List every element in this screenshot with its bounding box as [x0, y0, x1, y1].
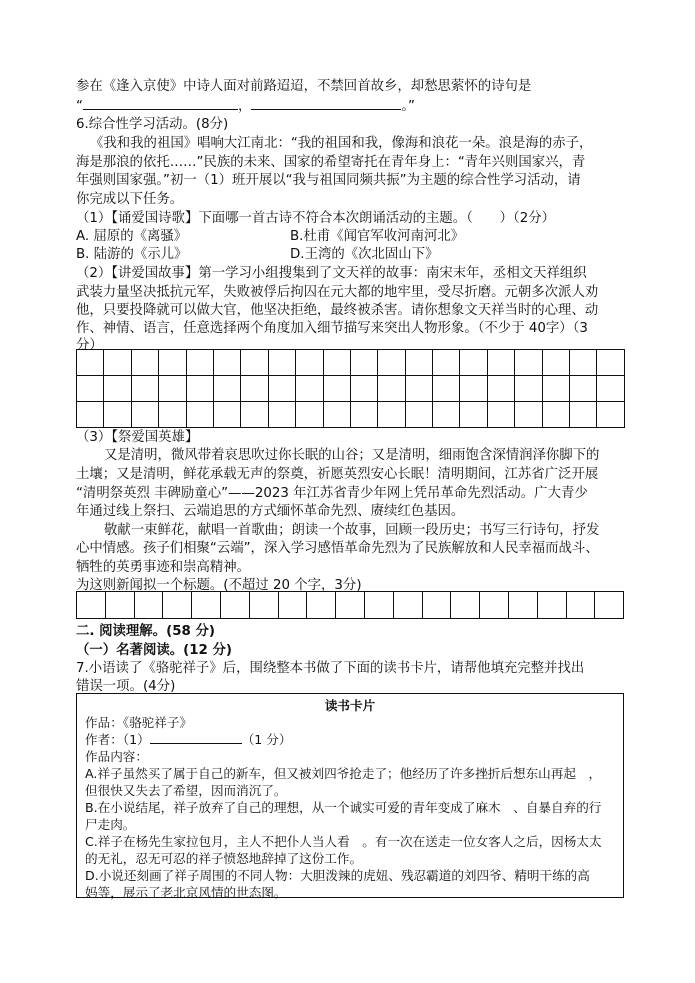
card-item-line: 但很快又失去了希望，因而消沉了。 [85, 783, 287, 798]
option-c: B. 陆游的《示儿》 [76, 247, 188, 262]
grid-cell[interactable] [515, 350, 542, 376]
grid-cell[interactable] [323, 350, 350, 376]
grid-cell[interactable] [460, 376, 487, 402]
grid-cell[interactable] [336, 592, 365, 619]
reading-card [76, 693, 624, 898]
sub2-line: 武装力量坚决抵抗元军，失败被俘后拘囚在元大都的地牢里，受尽折磨。元朝多次派人劝 [76, 285, 599, 300]
grid-cell[interactable] [405, 402, 432, 428]
grid-cell[interactable] [597, 376, 624, 402]
author-prefix: 作者：（1） [85, 732, 150, 747]
grid-cell[interactable] [595, 592, 624, 619]
grid-cell[interactable] [542, 402, 569, 428]
sub3-para1-line: 年通过线上祭扫、云端追思的方式缅怀革命先烈、赓续红色基因。 [76, 504, 465, 519]
open-quote: “ [76, 99, 83, 114]
grid-cell[interactable] [480, 592, 509, 619]
grid-cell[interactable] [241, 402, 268, 428]
comma: ， [237, 99, 252, 114]
grid-cell[interactable] [542, 350, 569, 376]
q6-heading: 6.综合性学习活动。(8分) [76, 117, 229, 132]
writing-grid-answer[interactable] [76, 349, 625, 428]
grid-cell[interactable] [451, 592, 480, 619]
grid-cell[interactable] [159, 350, 186, 376]
part1-heading: （一）名著阅读。(12 分) [76, 643, 233, 658]
card-item-line: A.祥子虽然买了属于自己的新车，但又被刘四爷抢走了；他经历了许多挫折后想东山再起 ， [85, 766, 602, 781]
grid-cell[interactable] [104, 350, 131, 376]
sub3-task: 为这则新闻拟一个标题。(不超过 20 个字，3分) [76, 578, 362, 593]
grid-cell[interactable] [186, 376, 213, 402]
grid-cell[interactable] [296, 402, 323, 428]
grid-cell[interactable] [393, 592, 422, 619]
grid-cell[interactable] [515, 402, 542, 428]
grid-cell[interactable] [77, 350, 104, 376]
grid-cell[interactable] [597, 402, 624, 428]
grid-cell[interactable] [104, 402, 131, 428]
grid-cell[interactable] [131, 376, 158, 402]
grid-cell[interactable] [323, 376, 350, 402]
answer-blank-2[interactable] [251, 97, 401, 110]
grid-cell[interactable] [433, 402, 460, 428]
q6-intro-line: 《我和我的祖国》唱响大江南北：“我的祖国和我，像海和浪花一朵。浪是海的赤子， [90, 136, 593, 151]
author-points: （1 分） [241, 732, 292, 747]
grid-cell[interactable] [131, 402, 158, 428]
grid-cell[interactable] [186, 402, 213, 428]
grid-cell[interactable] [307, 592, 336, 619]
grid-cell[interactable] [186, 350, 213, 376]
grid-cell[interactable] [515, 376, 542, 402]
card-item-line: 妈等，展示了老北京风情的世态图。 [85, 885, 287, 900]
card-author [85, 731, 292, 749]
card-item-line: B.在小说结尾，祥子放弃了自己的理想，从一个诚实可爱的青年变成了麻木 、自暴自弃的行 [85, 800, 602, 815]
grid-cell[interactable] [278, 592, 307, 619]
grid-cell[interactable] [405, 376, 432, 402]
close-quote: 。” [401, 99, 415, 114]
grid-cell[interactable] [597, 350, 624, 376]
answer-blank-1[interactable] [83, 97, 238, 110]
grid-cell[interactable] [296, 376, 323, 402]
grid-cell[interactable] [422, 592, 451, 619]
grid-cell[interactable] [296, 350, 323, 376]
grid-cell[interactable] [405, 350, 432, 376]
grid-cell[interactable] [460, 350, 487, 376]
grid-cell[interactable] [77, 592, 106, 619]
card-item-line: C.祥子在杨先生家拉包月，主人不把仆人当人看 。有一次在送走一位女客人之后，因杨太太 [85, 834, 602, 849]
option-b: B.杜甫《闻官军收河南河北》 [290, 229, 465, 244]
option-d: D.王湾的《次北固山下》 [290, 247, 439, 262]
grid-cell[interactable] [542, 376, 569, 402]
sub3-para1-line: 土壤；又是清明，鲜花承载无声的祭奠，祈愿英烈安心长眠！清明期间，江苏省广泛开展 [76, 467, 599, 482]
grid-cell[interactable] [433, 350, 460, 376]
grid-cell[interactable] [350, 350, 377, 376]
option-a: A. 屈原的《离骚》 [76, 229, 188, 244]
grid-cell[interactable] [350, 402, 377, 428]
grid-cell[interactable] [378, 402, 405, 428]
grid-cell[interactable] [241, 376, 268, 402]
sub3-heading: （3）【祭爱国英雄】 [76, 430, 199, 445]
grid-cell[interactable] [570, 350, 597, 376]
sub2-line: （2）【讲爱国故事】第一学习小组搜集到了文天祥的故事：南宋末年，丞相文天祥组织 [76, 266, 587, 281]
grid-cell[interactable] [350, 376, 377, 402]
grid-cell[interactable] [134, 592, 163, 619]
q6-intro-line: 年强则国家强。”初一（1）班开展以“我与祖国同频共振”为主题的综合性学习活动，请 [76, 173, 581, 188]
grid-cell[interactable] [570, 376, 597, 402]
sub3-para2-line: 敬献一束鲜花，献唱一首歌曲；朗读一个故事，回顾一段历史；书写三行诗句，抒发 [104, 523, 600, 538]
grid-cell[interactable] [213, 350, 240, 376]
grid-cell[interactable] [249, 592, 278, 619]
grid-cell[interactable] [213, 402, 240, 428]
grid-cell[interactable] [77, 376, 104, 402]
grid-cell[interactable] [566, 592, 595, 619]
grid-cell[interactable] [487, 402, 514, 428]
grid-cell[interactable] [323, 402, 350, 428]
sub2-line: 分） [76, 338, 103, 353]
grid-cell[interactable] [192, 592, 221, 619]
card-title: 读书卡片 [324, 698, 376, 713]
card-work: 作品：《骆驼祥子》 [85, 715, 193, 730]
grid-cell[interactable] [460, 402, 487, 428]
grid-cell[interactable] [163, 592, 192, 619]
card-item-line: 的无礼，忍无可忍的祥子愤怒地辞掉了这份工作。 [85, 851, 363, 866]
section2-heading: 二. 阅读理解。(58 分) [76, 624, 216, 639]
grid-cell[interactable] [131, 350, 158, 376]
grid-cell[interactable] [378, 350, 405, 376]
grid-cell[interactable] [241, 350, 268, 376]
sub2-line: 作、神情、语言，任意选择两个角度加入细节描写来突出人物形象。（不少于 40字）（3 [76, 321, 588, 336]
sub3-para1-line: “清明祭英烈 丰碑励童心”——2023 年江苏省青少年网上凭吊革命先烈活动。广大青少 [76, 486, 588, 501]
poem-answer-line [76, 97, 415, 116]
grid-cell[interactable] [364, 592, 393, 619]
grid-cell[interactable] [77, 402, 104, 428]
grid-cell[interactable] [570, 402, 597, 428]
q7-line: 错误一项。(4分) [76, 679, 176, 694]
grid-cell[interactable] [159, 376, 186, 402]
grid-cell[interactable] [487, 376, 514, 402]
card-content-label: 作品内容： [85, 749, 148, 764]
card-item-line: D.小说还刻画了祥子周围的不同人物：大胆泼辣的虎妞、残忍霸道的刘四爷、精明干练的高 [85, 868, 590, 883]
q6-intro-line: 你完成以下任务。 [76, 192, 184, 207]
card-item-line: 尸走肉。 [85, 817, 136, 832]
sub3-para2-line: 牺牲的英勇事迹和崇高精神。 [76, 560, 251, 575]
poem-question-line: 参在《逢入京使》中诗人面对前路迢迢，不禁回首故乡，却愁思萦怀的诗句是 [76, 79, 532, 94]
grid-cell[interactable] [105, 592, 134, 619]
grid-cell[interactable] [268, 350, 295, 376]
grid-cell[interactable] [268, 402, 295, 428]
sub1-question: （1）【诵爱国诗歌】下面哪一首古诗不符合本次朗诵活动的主题。（ ）（2分） [76, 211, 555, 226]
sub3-para1-line: 又是清明，微风带着哀思吹过你长眠的山谷；又是清明，细雨饱含深情润泽你脚下的 [104, 448, 600, 463]
grid-cell[interactable] [159, 402, 186, 428]
grid-cell[interactable] [487, 350, 514, 376]
author-blank[interactable] [150, 731, 242, 744]
q7-line: 7.小语读了《骆驼祥子》后，围绕整本书做了下面的读书卡片，请帮他填充完整并找出 [76, 661, 585, 676]
grid-cell[interactable] [220, 592, 249, 619]
q6-intro-line: 海是那浪的依托……”民族的未来、国家的希望寄托在青年身上：“青年兴则国家兴，青 [76, 155, 586, 170]
grid-cell[interactable] [268, 376, 295, 402]
sub3-para2-line: 心中情感。孩子们相聚“云端”，深入学习感悟革命先烈为了民族解放和人民幸福而战斗、 [76, 541, 599, 556]
grid-cell[interactable] [213, 376, 240, 402]
grid-cell[interactable] [104, 376, 131, 402]
grid-cell[interactable] [508, 592, 537, 619]
grid-cell[interactable] [537, 592, 566, 619]
sub2-line: 他，只要投降就可以做大官，他坚决拒绝，最终被杀害。请你想象文天祥当时的心理、动 [76, 303, 599, 318]
grid-cell[interactable] [378, 376, 405, 402]
grid-cell[interactable] [433, 376, 460, 402]
headline-grid-answer[interactable] [76, 591, 624, 619]
